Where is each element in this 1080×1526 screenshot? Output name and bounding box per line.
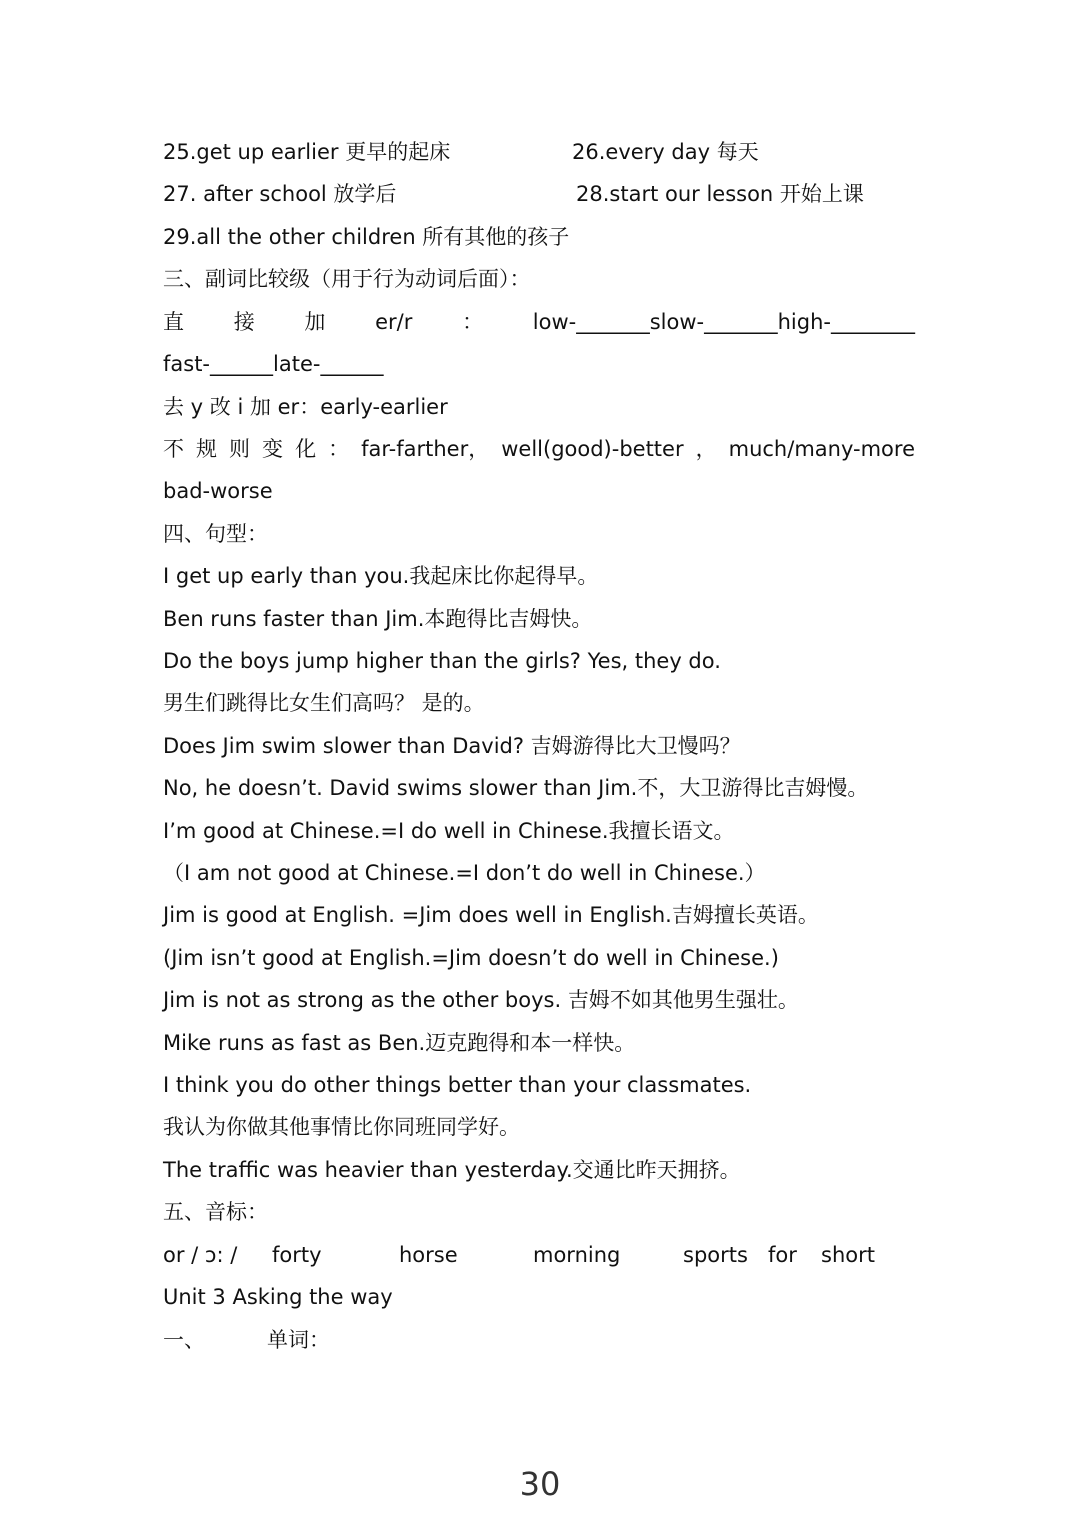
phrase-25: 25.get up earlier 更早的起床: [163, 140, 451, 164]
rule-3-line: [163, 434, 915, 464]
rule-1-word: ：: [462, 310, 484, 334]
sentence-line: I get up early than you.我起床比你起得早。: [163, 564, 599, 588]
phonics-word: horse: [399, 1243, 458, 1267]
rule-1-continuation: fast-______late-______: [163, 352, 384, 376]
sentence-line: Does Jim swim slower than David? 吉姆游得比大卫慢吗？: [163, 734, 741, 758]
rule-3-word: 则: [229, 437, 251, 461]
rule-1-blanks: low-_______slow-_______high-________: [532, 310, 915, 334]
sentence-line: （I am not good at Chinese.=I don’t do well in Chinese.）: [163, 861, 766, 885]
section-3-heading: 三、副词比较级（用于行为动词后面）：: [163, 267, 531, 291]
rule-2-line: 去 y 改 i 加 er：early-earlier: [163, 395, 448, 419]
phonics-word: for: [768, 1243, 797, 1267]
rule-3-word: 规: [196, 437, 218, 461]
vocab-heading-label: 单词：: [267, 1328, 330, 1352]
phonics-word: forty: [272, 1243, 322, 1267]
sentence-line: No, he doesn’t. David swims slower than Jim.不，大卫游得比吉姆慢。: [163, 776, 869, 800]
rule-1-word: er/r: [375, 310, 413, 334]
vocab-heading-number: 一、: [163, 1328, 205, 1352]
phrase-28: 28.start our lesson 开始上课: [576, 182, 864, 206]
sentence-line: Jim is good at English. =Jim does well in English.吉姆擅长英语。: [163, 903, 819, 927]
rule-3-word: much/many-more: [728, 437, 915, 461]
section-4-heading: 四、句型：: [163, 522, 268, 546]
sentence-line: Do the boys jump higher than the girls? Yes, they do.: [163, 649, 721, 673]
phonics-word: short: [821, 1243, 875, 1267]
rule-3-word: 不: [163, 437, 184, 461]
sentence-line: 我认为你做其他事情比你同班同学好。: [163, 1115, 520, 1139]
rule-3-word: ，: [695, 437, 717, 461]
sentence-line: The traffic was heavier than yesterday.交通比昨天拥挤。: [163, 1158, 741, 1182]
sentence-line: 男生们跳得比女生们高吗？ 是的。: [163, 691, 485, 715]
sentence-line: I think you do other things better than your classmates.: [163, 1073, 752, 1097]
phrase-26: 26.every day 每天: [572, 140, 759, 164]
section-5-heading: 五、音标：: [163, 1200, 268, 1224]
sentence-line: Mike runs as fast as Ben.迈克跑得和本一样快。: [163, 1031, 636, 1055]
phrase-27: 27. after school 放学后: [163, 182, 397, 206]
rule-3-continuation: bad-worse: [163, 479, 273, 503]
unit-title: Unit 3 Asking the way: [163, 1285, 393, 1309]
rule-1-word: 加: [304, 310, 326, 334]
phonics-label: or / ɔ: /: [163, 1243, 238, 1267]
rule-3-word: well(good)-better: [501, 437, 684, 461]
sentence-line: Jim is not as strong as the other boys. 吉姆不如其他男生强壮。: [163, 988, 799, 1012]
rule-1-word: 直: [163, 310, 184, 334]
phonics-word: morning: [533, 1243, 621, 1267]
rule-3-word: ：: [328, 437, 350, 461]
sentence-line: (Jim isn’t good at English.=Jim doesn’t do well in Chinese.): [163, 946, 779, 970]
rule-3-word: far-farther，: [361, 437, 490, 461]
rule-3-word: 变: [262, 437, 284, 461]
page-number: 30: [519, 1465, 561, 1503]
phonics-word: sports: [683, 1243, 748, 1267]
rule-1-line: [163, 307, 915, 337]
rule-1-word: 接: [233, 310, 255, 334]
sentence-line: Ben runs faster than Jim.本跑得比吉姆快。: [163, 607, 593, 631]
rule-3-word: 化: [295, 437, 317, 461]
phrase-29: 29.all the other children 所有其他的孩子: [163, 225, 570, 249]
sentence-line: I’m good at Chinese.=I do well in Chinese.我擅长语文。: [163, 819, 735, 843]
